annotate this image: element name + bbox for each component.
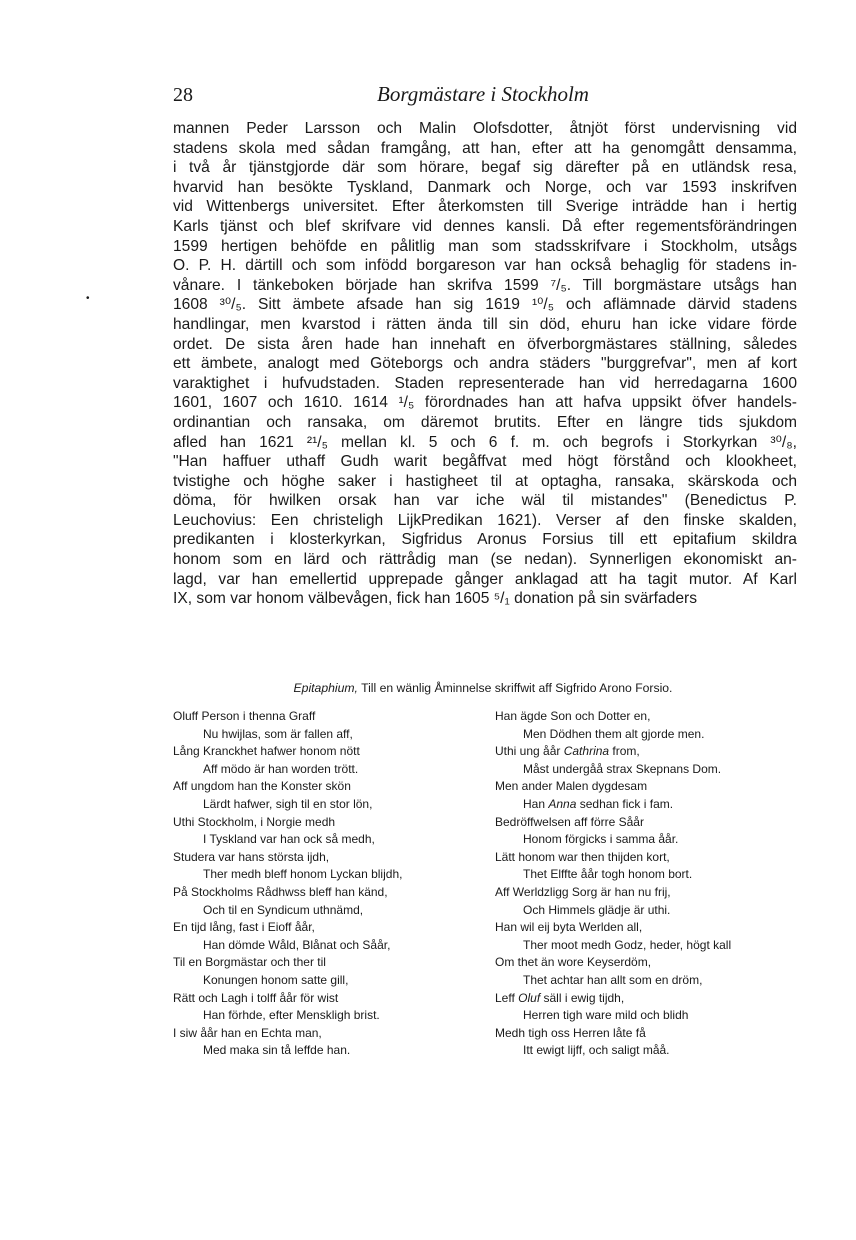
poem-text: from,	[609, 744, 640, 759]
poem-text: säll i ewig tijdh,	[540, 990, 625, 1005]
poem-line: Om thet än wore Keyserdöm,	[495, 955, 652, 970]
body-line: 1599 hertigen behöfde en pålitlig man som stadsskrifvare i Stockholm, utsågs	[173, 237, 797, 255]
body-line: handlingar, men kvarstod i rätten ända till sin död, ehuru han icke vidare förde	[173, 315, 797, 333]
body-line: Karls tjänst och blef skrifvare vid dennes kansli. Då efter regementsförändringen	[173, 217, 797, 235]
poem-line: Och Himmels glädje är uthi.	[523, 902, 671, 917]
poem-line: Rätt och Lagh i tolff åår för wist	[173, 990, 339, 1005]
poem-line: På Stockholms Rådhwss bleff han känd,	[173, 884, 388, 899]
body-line: O. P. H. därtill och som infödd borgareson var han också behaglig för stadens in-	[173, 257, 797, 275]
poem-line	[495, 796, 731, 814]
poem-name: Cathrina	[563, 744, 610, 759]
body-line: mannen Peder Larsson och Malin Olofsdotter, åtnjöt först undervisning vid	[173, 120, 797, 137]
poem-line: Lärdt hafwer, sigh til en stor lön,	[203, 796, 373, 811]
body-line: ordet. De sista åren hade han innehaft en öfverborgmästares ställning, således	[173, 335, 797, 353]
poem-line: Thet achtar han allt som en dröm,	[523, 972, 703, 987]
poem-line: Til en Borgmästar och ther til	[173, 955, 326, 970]
body-line: hvarvid han besökte Tyskland, Danmark och Norge, och var 1593 inskrifven	[173, 178, 797, 196]
body-line: i två år tjänstgjorde där som hörare, begaf sig därefter på en utländsk resa,	[173, 159, 797, 177]
page-number: 28	[173, 84, 193, 106]
body-line: afled han 1621 ²¹/₅ mellan kl. 5 och 6 f. m. och begrofs i Storkyrkan ³⁰/₈,	[173, 433, 797, 451]
body-line: 1601, 1607 och 1610. 1614 ¹/₅ förordnades han att hafva uppsikt öfver handels-	[173, 394, 797, 412]
poem-line: Lätt honom war then thijden kort,	[495, 849, 670, 864]
poem-name: Anna	[548, 796, 577, 811]
epitaph-title-rest: Till en wänlig Åminnelse skriffwit aff Sigfrido Arono Forsio.	[357, 681, 673, 695]
poem-line: En tijd lång, fast i Eioff åår,	[173, 920, 315, 935]
poem-line: I siw åår han en Echta man,	[173, 1025, 322, 1040]
poem-line: Han ägde Son och Dotter en,	[495, 709, 651, 723]
poem-text: sedhan fick i fam.	[576, 796, 674, 811]
poem-line: Men Dödhen them alt gjorde men.	[523, 726, 705, 741]
body-line: ett ämbete, analogt med Göteborgs och andra städers "burggrefvar", men af kort	[173, 355, 797, 373]
poem-left-column	[173, 708, 402, 1060]
poem-line: Bedröffwelsen aff förre Såår	[495, 814, 644, 829]
body-line: lagd, var han emellertid upprepade gånger anklagad att ha tagit mutor. Af Karl	[173, 570, 797, 588]
body-line: IX, som var honom välbevågen, fick han 1605 ⁵/₁ donation på sin svärfaders	[173, 590, 698, 608]
epitaph-title	[0, 681, 856, 695]
poem-line: Herren tigh ware mild och blidh	[523, 1008, 689, 1023]
poem-line: Aff mödo är han worden trött.	[203, 761, 359, 776]
body-line: vånare. I tänkeboken började han skrifva 1599 ⁷/₅. Till borgmästare utsågs han	[173, 276, 797, 294]
poem-line: Ther moot medh Godz, heder, högt kall	[523, 937, 732, 952]
body-line: stadens skola med sådan framgång, att han, efter att ha genomgått densamma,	[173, 139, 797, 157]
poem-line: Konungen honom satte gill,	[203, 972, 349, 987]
poem-line: Studera var hans största ijdh,	[173, 849, 330, 864]
body-line: döma, för hwilken orsak han var iche wäl til mistandes" (Benedictus P.	[173, 492, 797, 510]
poem-text: Leff	[495, 990, 519, 1005]
body-line: ordinantian och ransaka, om däremot brutits. Efter en längre tids sjukdom	[173, 413, 797, 431]
poem-line: Men ander Malen dygdesam	[495, 779, 648, 794]
body-line: varaktighet i hufvudstaden. Staden representerade han vid herredagarna 1600	[173, 374, 797, 392]
poem-name: Oluf	[518, 990, 541, 1005]
poem-line: Och til en Syndicum uthnämd,	[203, 902, 364, 917]
poem-line: Ther medh bleff honom Lyckan blijdh,	[203, 867, 403, 882]
body-line: tvistighe och höghe saker i hastigheet til at optagha, ransaka, skärskoda och	[173, 472, 797, 490]
poem-line	[495, 743, 731, 761]
body-line: vid Wittenbergs universitet. Efter återkomsten till Sverige inträdde han i hertig	[173, 198, 797, 216]
body-line: 1608 ³⁰/₅. Sitt ämbete afsade han sig 1619 ¹⁰/₅ och aflämnade därvid stadens	[173, 296, 797, 314]
poem-line: Uthi Stockholm, i Norgie medh	[173, 814, 336, 829]
poem-line: Aff Werldzligg Sorg är han nu frij,	[495, 884, 671, 899]
body-line: predikanten i klosterkyrkan, Sigfridus Aronus Forsius till ett epitafium skildra	[173, 531, 797, 549]
poem-line: Honom förgicks i samma åår.	[523, 832, 679, 847]
running-title: Borgmästare i Stockholm	[377, 82, 589, 106]
body-line: "Han haffuer uthaff Gudh warit begåffvat med högt förstånd och klookheet,	[173, 453, 797, 471]
poem-line: Oluff Person i thenna Graff	[173, 709, 316, 723]
body-line: Leuchovius: Een christeligh LijkPredikan 1621). Verser af den finske skalden,	[173, 511, 797, 529]
poem-line: Lång Kranckhet hafwer honom nött	[173, 744, 360, 759]
epitaph-title-lead: Epitaphium,	[293, 681, 358, 695]
poem-line: Itt ewigt lijff, och saligt måå.	[523, 1043, 670, 1058]
poem-line: Medh tigh oss Herren låte få	[495, 1025, 646, 1040]
poem-line: I Tyskland var han ock så medh,	[203, 832, 375, 847]
body-paragraph	[173, 119, 797, 609]
poem-line: Han dömde Wåld, Blånat och Såår,	[203, 937, 391, 952]
poem-line: Nu hwijlas, som är fallen aff,	[203, 726, 353, 741]
poem-right-column	[495, 708, 731, 1060]
poem-line: Måst undergåå strax Skepnans Dom.	[523, 761, 722, 776]
poem-line: Aff ungdom han the Konster skön	[173, 779, 351, 794]
poem-text: Uthi ung åår	[495, 744, 564, 759]
margin-mark: •	[86, 293, 90, 304]
poem-line: Med maka sin tå leffde han.	[203, 1043, 351, 1058]
poem-line: Thet Elffte åår togh honom bort.	[523, 867, 693, 882]
poem-line: Han wil eij byta Werlden all,	[495, 920, 643, 935]
poem-line: Han förhde, efter Menskligh brist.	[203, 1008, 380, 1023]
poem-line	[495, 990, 731, 1008]
body-line: honom som en lärd och rättrådig man (se nedan). Synnerligen ekonomiskt an-	[173, 551, 797, 569]
poem-text: Han	[523, 796, 549, 811]
